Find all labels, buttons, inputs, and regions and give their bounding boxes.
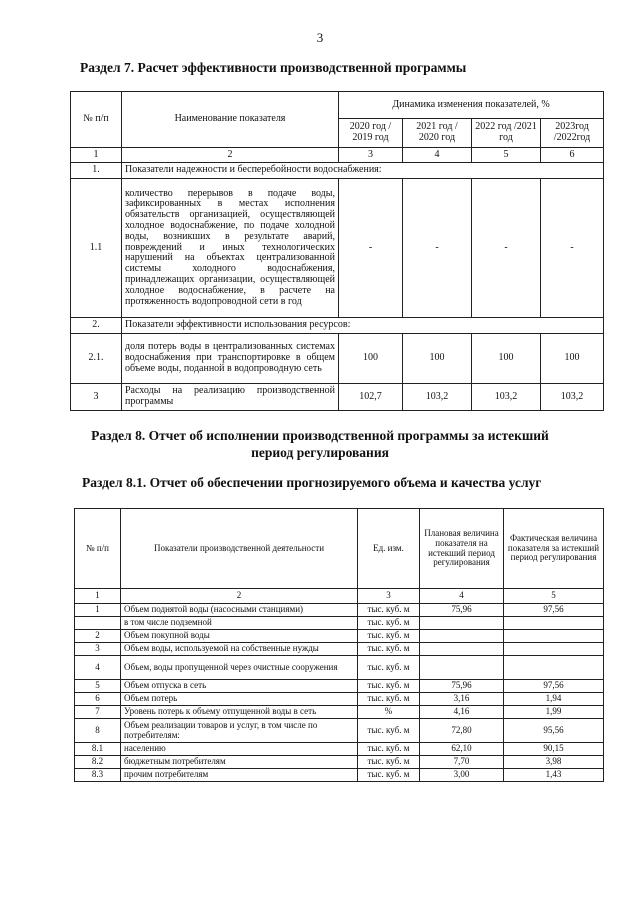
row-unit: тыс. куб. м — [358, 719, 420, 743]
row-num: 8.2 — [75, 756, 121, 769]
row-plan: 4,16 — [420, 706, 504, 719]
group-num: 2. — [71, 318, 122, 334]
row-plan: 3,00 — [420, 769, 504, 782]
row-num: 6 — [75, 693, 121, 706]
col-number: 1 — [75, 589, 121, 604]
col-number: 5 — [504, 589, 604, 604]
row-fact: 90,15 — [504, 743, 604, 756]
group-label: Показатели надежности и бесперебойности водоснабжения: — [122, 163, 604, 179]
row-plan — [420, 643, 504, 656]
section-8-1-title: Раздел 8.1. Отчет об обеспечении прогнозируемого объема и качества услуг — [82, 475, 542, 490]
volume-quality-table — [74, 508, 604, 782]
col-number: 2 — [122, 148, 339, 163]
row-fact — [504, 617, 604, 630]
value-cell: - — [541, 179, 604, 318]
header-num: № п/п — [75, 509, 121, 589]
row-num: 2.1. — [71, 334, 122, 384]
header-year: 2021 год / 2020 год — [403, 119, 472, 148]
row-name: бюджетным потребителям — [121, 756, 358, 769]
value-cell: 103,2 — [403, 384, 472, 411]
row-plan: 62,10 — [420, 743, 504, 756]
value-cell: 100 — [541, 334, 604, 384]
row-fact: 95,56 — [504, 719, 604, 743]
group-num: 1. — [71, 163, 122, 179]
header-unit: Ед. изм. — [358, 509, 420, 589]
col-number: 1 — [71, 148, 122, 163]
row-num: 5 — [75, 680, 121, 693]
row-num: 1.1 — [71, 179, 122, 318]
row-fact: 97,56 — [504, 604, 604, 617]
col-number: 6 — [541, 148, 604, 163]
section-7-title: Раздел 7. Расчет эффективности производственной программы — [80, 60, 467, 75]
row-name: Объем поднятой воды (насосными станциями) — [121, 604, 358, 617]
indicator-text: Расходы на реализацию производственной программы — [122, 384, 339, 411]
row-plan — [420, 656, 504, 680]
row-num: 2 — [75, 630, 121, 643]
row-name: Объем реализации товаров и услуг, в том числе по потребителям: — [121, 719, 358, 743]
row-name: Объем покупной воды — [121, 630, 358, 643]
value-cell: 103,2 — [541, 384, 604, 411]
row-unit: тыс. куб. м — [358, 756, 420, 769]
header-dynamics: Динамика изменения показателей, % — [339, 92, 604, 119]
header-year: 2023год /2022год — [541, 119, 604, 148]
value-cell: 103,2 — [472, 384, 541, 411]
row-name: прочим потребителям — [121, 769, 358, 782]
col-number: 4 — [403, 148, 472, 163]
row-unit: тыс. куб. м — [358, 643, 420, 656]
section-8-title-line-2: период регулирования — [251, 445, 389, 460]
row-unit: тыс. куб. м — [358, 680, 420, 693]
row-name: населению — [121, 743, 358, 756]
value-cell: 100 — [403, 334, 472, 384]
row-plan: 7,70 — [420, 756, 504, 769]
row-plan: 75,96 — [420, 680, 504, 693]
row-unit: тыс. куб. м — [358, 604, 420, 617]
col-number: 3 — [339, 148, 403, 163]
col-number: 3 — [358, 589, 420, 604]
header-indicator-name: Показатели производственной деятельности — [121, 509, 358, 589]
page-number: 3 — [316, 30, 324, 45]
row-unit: тыс. куб. м — [358, 617, 420, 630]
row-num: 3 — [71, 384, 122, 411]
row-num — [75, 617, 121, 630]
col-number: 5 — [472, 148, 541, 163]
row-plan: 72,80 — [420, 719, 504, 743]
row-fact: 3,98 — [504, 756, 604, 769]
row-name: Объем потерь — [121, 693, 358, 706]
row-plan — [420, 617, 504, 630]
row-fact — [504, 630, 604, 643]
row-unit: % — [358, 706, 420, 719]
row-name: Объем, воды пропущенной через очистные сооружения — [121, 656, 358, 680]
value-cell: 100 — [472, 334, 541, 384]
header-fact: Фактическая величина показателя за истекший период регулирования — [504, 509, 604, 589]
col-number: 4 — [420, 589, 504, 604]
row-num: 1 — [75, 604, 121, 617]
value-cell: 102,7 — [339, 384, 403, 411]
header-indicator-name: Наименование показателя — [122, 92, 339, 148]
header-year: 2020 год / 2019 год — [339, 119, 403, 148]
row-unit: тыс. куб. м — [358, 656, 420, 680]
header-plan: Плановая величина показателя на истекший период регулирования — [420, 509, 504, 589]
value-cell: 100 — [339, 334, 403, 384]
value-cell: - — [472, 179, 541, 318]
row-fact: 1,94 — [504, 693, 604, 706]
row-fact — [504, 643, 604, 656]
section-8-title-line-1: Раздел 8. Отчет об исполнении производственной программы за истекший — [91, 428, 549, 443]
indicator-text: количество перерывов в подаче воды, зафиксированных в местах исполнения обязательств организацией, осуществляющей холодное водоснабжение, по подаче холодной воды, возникших в результате аварий, повреждений и иных технологических нарушений на объектах централизованной системы холодного водоснабжения, принадлежащих организации, осуществляющей холодное водоснабжение, в расчете на протяженность водопроводной сети в год — [122, 179, 339, 318]
value-cell: - — [403, 179, 472, 318]
row-num: 8.1 — [75, 743, 121, 756]
header-num: № п/п — [71, 92, 122, 148]
row-fact: 97,56 — [504, 680, 604, 693]
col-number: 2 — [121, 589, 358, 604]
row-name: Объем отпуска в сеть — [121, 680, 358, 693]
header-year: 2022 год /2021 год — [472, 119, 541, 148]
row-num: 8 — [75, 719, 121, 743]
row-fact: 1,99 — [504, 706, 604, 719]
indicator-text: доля потерь воды в централизованных системах водоснабжения при транспортировке в общем объеме воды, поданной в водопроводную сеть — [122, 334, 339, 384]
row-unit: тыс. куб. м — [358, 693, 420, 706]
efficiency-table — [70, 91, 604, 411]
row-num: 3 — [75, 643, 121, 656]
row-name: Объем воды, используемой на собственные нужды — [121, 643, 358, 656]
row-unit: тыс. куб. м — [358, 630, 420, 643]
row-plan: 75,96 — [420, 604, 504, 617]
value-cell: - — [339, 179, 403, 318]
row-plan: 3,16 — [420, 693, 504, 706]
group-label: Показатели эффективности использования ресурсов: — [122, 318, 604, 334]
row-name: Уровень потерь к объему отпущенной воды в сеть — [121, 706, 358, 719]
row-unit: тыс. куб. м — [358, 743, 420, 756]
row-num: 7 — [75, 706, 121, 719]
row-num: 8.3 — [75, 769, 121, 782]
row-num: 4 — [75, 656, 121, 680]
row-plan — [420, 630, 504, 643]
row-fact — [504, 656, 604, 680]
row-name: в том числе подземной — [121, 617, 358, 630]
section-8-title — [0, 427, 640, 461]
row-unit: тыс. куб. м — [358, 769, 420, 782]
row-fact: 1,43 — [504, 769, 604, 782]
